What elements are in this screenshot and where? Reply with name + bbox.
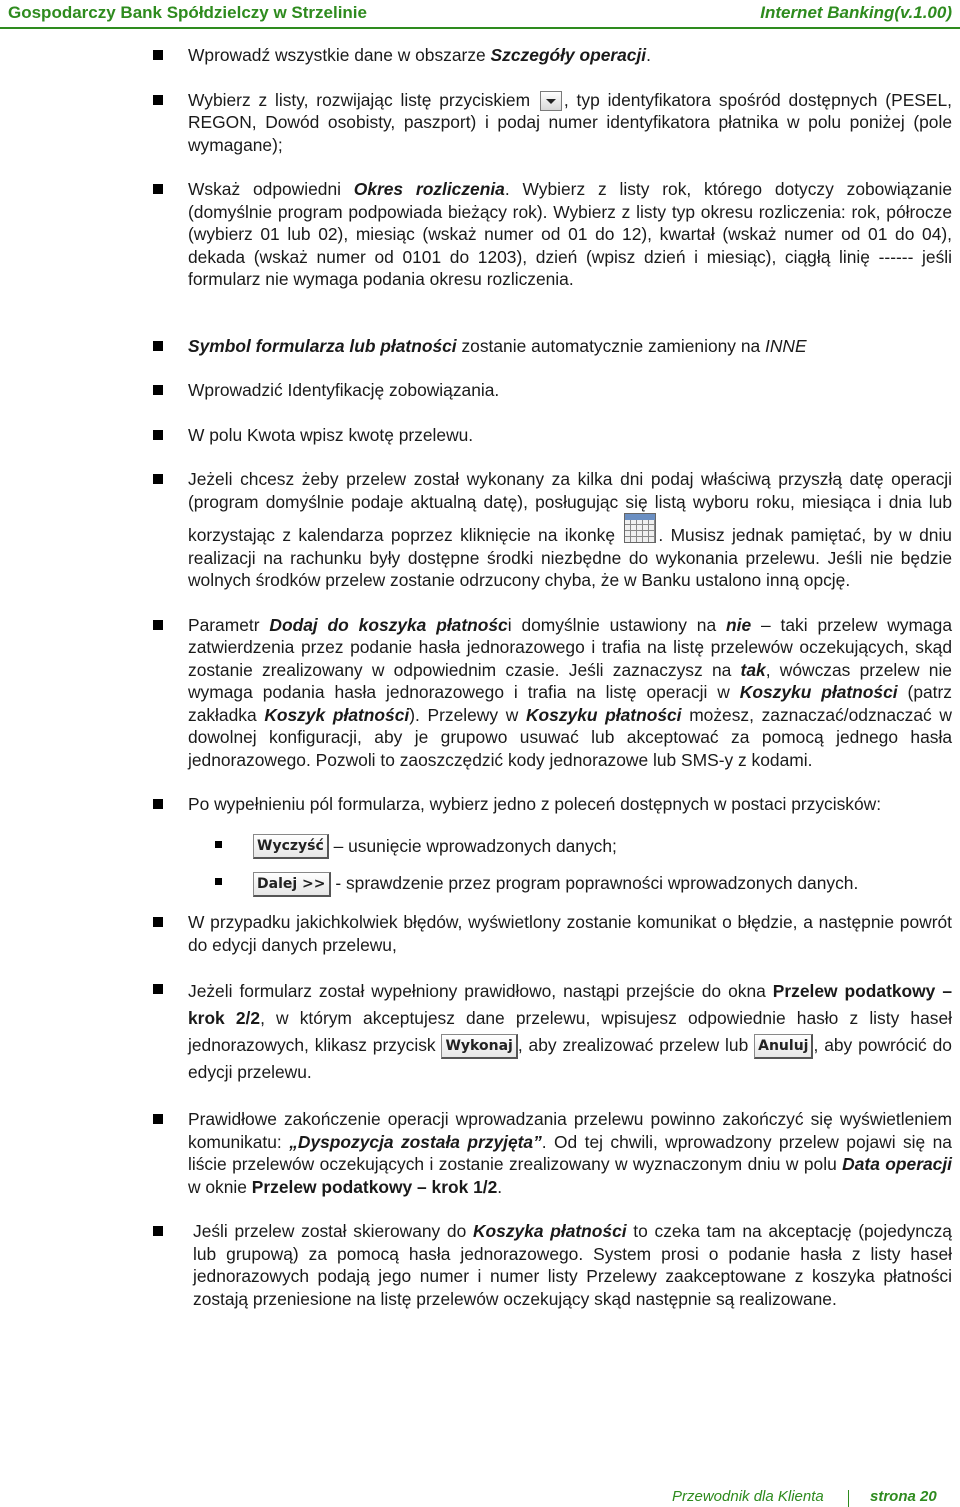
header-rule (0, 27, 960, 29)
bullet-icon (153, 474, 163, 484)
page-number: strona 20 (870, 1488, 937, 1505)
list-item: Wprowadzić Identyfikację zobowiązania. (0, 379, 960, 402)
footer-separator (848, 1490, 849, 1507)
list-item: Jeżeli chcesz żeby przelew został wykonany za kilka dni podaj właściwą przyszłą datę operacji (program domyślnie podaje aktualną datę), posługując się listą wyboru roku, miesiąca i dnia lub korzystając z kalendarza poprzez kliknięcie na ikonkę . Musisz jednak pamiętać, by w dniu realizacji na rachunku były dostępne środki niezbędne do wykonania przelewu. Jeśli nie będzie wolnych środków przelew zostanie odrzucony chyba, że w Banku ustalono inną opcję. (0, 468, 960, 592)
cancel-button[interactable]: Anuluj (754, 1034, 813, 1059)
dropdown-arrow-icon (540, 91, 562, 111)
list-item: W polu Kwota wpisz kwotę przelewu. (0, 424, 960, 447)
bullet-icon (153, 917, 163, 927)
list-item: Parametr Dodaj do koszyka płatności domyślnie ustawiony na nie – taki przelew wymaga zatwierdzenia przez podanie hasła jednorazowego i trafia na listę przelewów oczekujących, skąd zostanie zrealizowany w odpowiednim czasie. Jeśli zaznaczysz na tak, wówczas przelew nie wymaga podania hasła jednorazowego i trafia na listę operacji w Koszyku płatności (patrz zakładka Koszyk płatności). Przelewy w Koszyku płatności możesz, zaznaczać/odznaczać w dowolnej konfiguracji, aby je grupowo usuwać lub akceptować za pomocą jednego hasła jednorazowego. Pozwoli to zaoszczędzić kody jednorazowe lub SMS-y z kodami. (0, 614, 960, 772)
bullet-icon (153, 799, 163, 809)
list-item: Wybierz z listy, rozwijając listę przyciskiem , typ identyfikatora spośród dostępnych (PESEL, REGON, Dowód osobisty, paszport) i podaj numer identyfikatora płatnika w polu poniżej (pole wymagane); (0, 89, 960, 157)
bullet-icon (153, 984, 163, 994)
bullet-icon (153, 184, 163, 194)
list-item: Wskaż odpowiedni Okres rozliczenia. Wybierz z listy rok, którego dotyczy zobowiązanie (domyślnie program podpowiada bieżący rok). Wybierz z listy typ okresu rozliczenia: rok, półrocze (wybierz 01 lub 02), miesiąc (wskaż numer od 01 do 12), kwartał (wskaż numer od 01 do 04), dekada (wskaż numer od 0101 do 1203), dzień (wpisz dzień i miesiąc), ciągłą linię ------ jeśli formularz nie wymaga podania okresu rozliczenia. (0, 178, 960, 291)
next-button[interactable]: Dalej >> (253, 872, 331, 897)
bullet-icon (153, 1114, 163, 1124)
bullet-icon (153, 50, 163, 60)
list-item: Jeżeli formularz został wypełniony prawidłowo, nastąpi przejście do okna Przelew podatkowy – krok 2/2, w którym akceptujesz dane przelewu, wpisujesz odpowiednie hasło z listy haseł jednorazowych, klikasz przycisk Wykonaj , aby zrealizować przelew lub Anuluj , aby powrócić do edycji przelewu. (0, 978, 960, 1086)
list-item: Po wypełnieniu pól formularza, wybierz jedno z poleceń dostępnych w postaci przycisków: (0, 793, 960, 816)
sub-list-item: Wyczyść – usunięcie wprowadzonych danych; (0, 834, 960, 860)
bullet-icon (153, 95, 163, 105)
sub-list-item: Dalej >> - sprawdzenie przez program poprawności wprowadzonych danych. (0, 871, 960, 897)
list-item: W przypadku jakichkolwiek błędów, wyświetlony zostanie komunikat o błędzie, a następnie powrót do edycji danych przelewu, (0, 911, 960, 956)
list-item: Symbol formularza lub płatności zostanie automatycznie zamieniony na INNE (0, 335, 960, 358)
list-item: Prawidłowe zakończenie operacji wprowadzania przelewu powinno zakończyć się wyświetleniem komunikatu: „Dyspozycja została przyjęta”. Od tej chwili, wprowadzony przelew pojawi się na liście przelewów oczekujących i zostanie zrealizowany w wyznaczonym dniu w polu Data operacji w oknie Przelew podatkowy – krok 1/2. (0, 1108, 960, 1198)
app-version: Internet Banking(v.1.00) (760, 3, 952, 22)
instructions-list (0, 44, 960, 1332)
bullet-icon (153, 341, 163, 351)
sub-bullet-icon (215, 841, 222, 848)
bullet-icon (153, 385, 163, 395)
bullet-icon (153, 430, 163, 440)
page-header (0, 0, 960, 26)
footer-guide-title: Przewodnik dla Klienta (672, 1488, 824, 1505)
sub-bullet-icon (215, 878, 222, 885)
clear-button[interactable]: Wyczyść (253, 834, 329, 859)
list-item: Wprowadź wszystkie dane w obszarze Szczegóły operacji. (0, 44, 960, 67)
list-item: Jeśli przelew został skierowany do Koszyka płatności to czeka tam na akceptację (pojedynczą lub grupową) za pomocą hasła jednorazowego. System prosi o podanie hasła z listy haseł jednorazowych podają jego numer i numer listy Przelewy zaakceptowane z koszyka płatności zostają przeniesione na listę przelewów oczekujący skąd następnie są realizowane. (0, 1220, 960, 1310)
page-footer (0, 1488, 960, 1507)
execute-button[interactable]: Wykonaj (441, 1034, 517, 1059)
calendar-icon[interactable] (624, 513, 656, 543)
bullet-icon (153, 1226, 163, 1236)
bullet-icon (153, 620, 163, 630)
bank-name: Gospodarczy Bank Spółdzielczy w Strzelinie (8, 3, 367, 22)
